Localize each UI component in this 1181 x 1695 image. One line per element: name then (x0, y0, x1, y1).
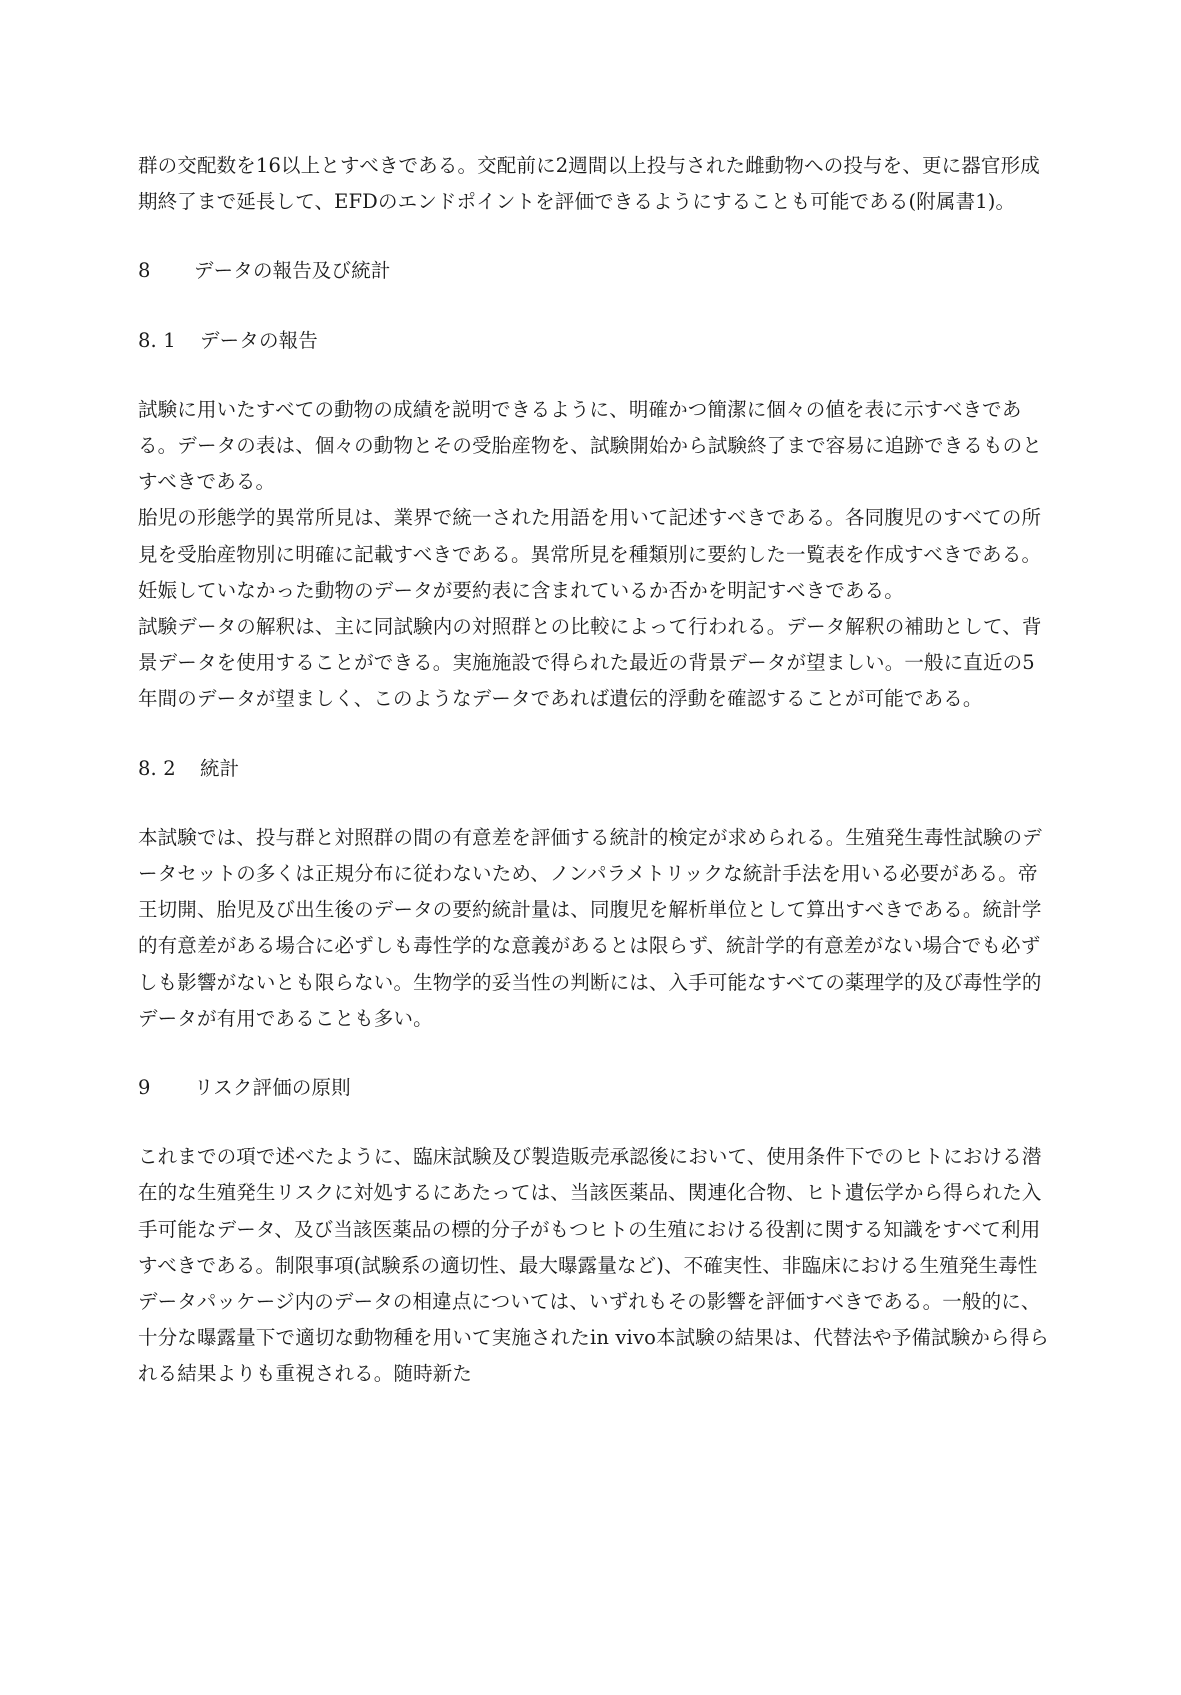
section-8-number: 8 (138, 259, 151, 283)
section-9-number: 9 (138, 1076, 151, 1100)
paragraph-9: これまでの項で述べたように、臨床試験及び製造販売承認後において、使用条件下でのヒトにおける潜在的な生殖発生リスクに対処するにあたっては、当該医薬品、関連化合物、ヒト遺伝学から得られた入手可能なデータ、及び当該医薬品の標的分子がもつヒトの生殖における役割に関する知識をすべて利用すべきである。制限事項(試験系の適切性、最大曝露量など)、不確実性、非臨床における生殖発生毒性データパッケージ内のデータの相違点については、いずれもその影響を評価すべきである。一般的に、十分な曝露量下で適切な動物種を用いて実施されたin vivo本試験の結果は、代替法や予備試験から得られる結果よりも重視される。随時新た (138, 1145, 1050, 1386)
paragraph-8-1-b: 胎児の形態学的異常所見は、業界で統一された用語を用いて記述すべきである。各同腹児のすべての所見を受胎産物別に明確に記載すべきである。異常所見を種類別に要約した一覧表を作成すべきである。妊娠していなかった動物のデータが要約表に含まれているか否かを明記すべきである。 (138, 506, 1042, 602)
section-9-title: リスク評価の原則 (194, 1076, 351, 1100)
section-8-2-title: 統計 (200, 756, 240, 780)
heading-section-8-2 (138, 751, 1050, 787)
section-8-2-number: 8. 2 (138, 756, 176, 780)
heading-section-8-1 (138, 323, 1050, 359)
section-8-title: データの報告及び統計 (194, 259, 391, 283)
paragraph-8-1-a: 試験に用いたすべての動物の成績を説明できるように、明確かつ簡潔に個々の値を表に示すべきである。データの表は、個々の動物とその受胎産物を、試験開始から試験終了まで容易に追跡できるものとすべきである。 (138, 397, 1042, 494)
paragraph-intro: 群の交配数を16以上とすべきである。交配前に2週間以上投与された雌動物への投与を、更に器官形成期終了まで延長して、EFDのエンドポイントを評価できるようにすることも可能である(附属書1)。 (138, 154, 1040, 214)
paragraph-8-1-c: 試験データの解釈は、主に同試験内の対照群との比較によって行われる。データ解釈の補助として、背景データを使用することができる。実施施設で得られた最近の背景データが望ましい。一般に直近の5年間のデータが望ましく、このようなデータであれば遺伝的浮動を確認することが可能である。 (138, 615, 1042, 711)
section-8-1-number: 8. 1 (138, 328, 176, 352)
paragraph-8-2: 本試験では、投与群と対照群の間の有意差を評価する統計的検定が求められる。生殖発生毒性試験のデータセットの多くは正規分布に従わないため、ノンパラメトリックな統計手法を用いる必要がある。帝王切開、胎児及び出生後のデータの要約統計量は、同腹児を解析単位として算出すべきである。統計学的有意差がある場合に必ずしも毒性学的な意義があるとは限らず、統計学的有意差がない場合でも必ずしも影響がないとも限らない。生物学的妥当性の判断には、入手可能なすべての薬理学的及び毒性学的データが有用であることも多い。 (138, 825, 1042, 1030)
document-body (138, 148, 1050, 1393)
heading-section-8 (138, 253, 1050, 289)
heading-section-9 (138, 1070, 1050, 1106)
section-8-1-title: データの報告 (200, 328, 318, 352)
